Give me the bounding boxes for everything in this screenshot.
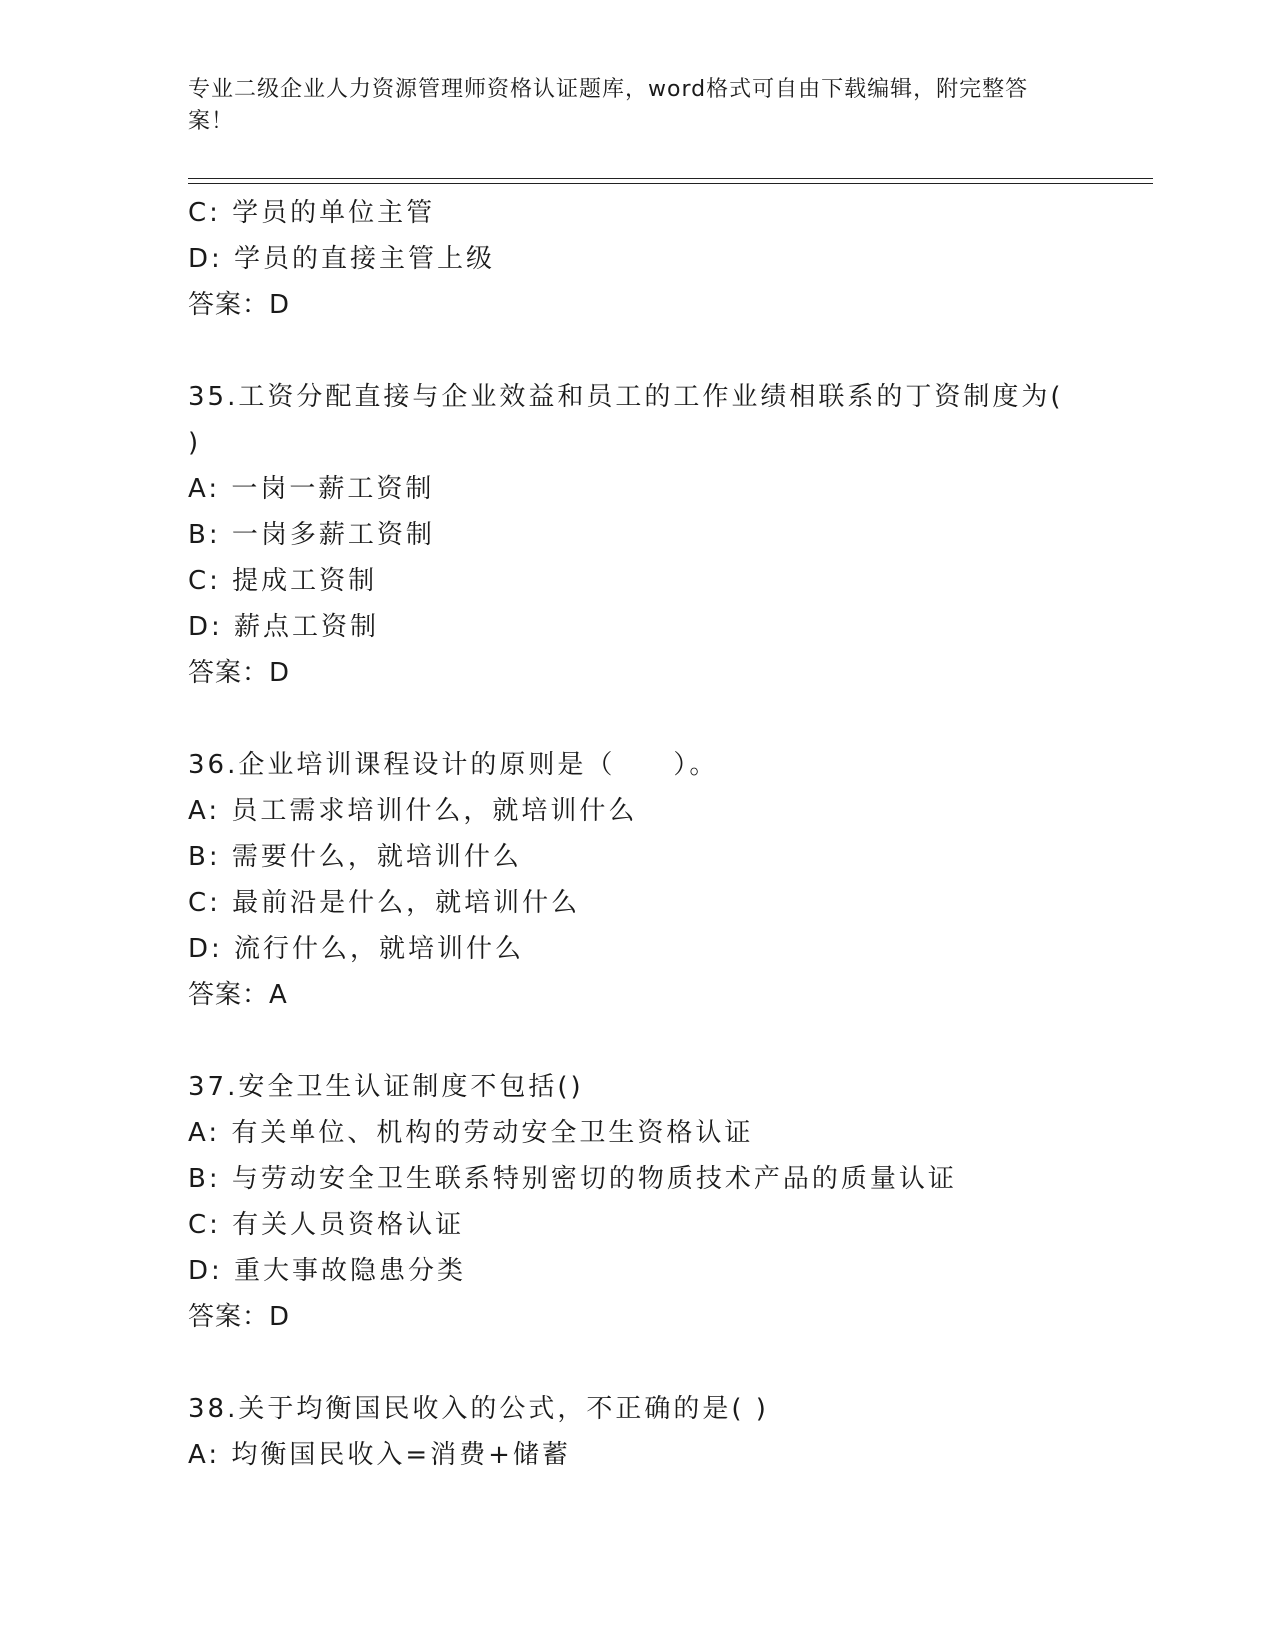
option-c: C: 提成工资制 [188, 566, 378, 596]
option-d: D: 薪点工资制 [188, 612, 380, 642]
option-c: C: 有关人员资格认证 [188, 1210, 465, 1240]
question-list [188, 190, 1088, 1478]
question-stem-continued: ) [188, 428, 202, 458]
option-a: A: 有关单位、机构的劳动安全卫生资格认证 [188, 1118, 754, 1148]
question-stem: 35.工资分配直接与企业效益和员工的工作业绩相联系的丁资制度为( [188, 382, 1064, 412]
question-stem: 37.安全卫生认证制度不包括() [188, 1072, 584, 1102]
document-header-text: 专业二级企业人力资源管理师资格认证题库，word格式可自由下载编辑，附完整答案！ [188, 77, 1029, 134]
option-c: C: 学员的单位主管 [188, 198, 436, 228]
question-stem: 36.企业培训课程设计的原则是（ ）。 [188, 750, 719, 780]
header-divider-top [188, 178, 1153, 179]
option-c: C: 最前沿是什么，就培训什么 [188, 888, 581, 918]
answer-line: 答案：A [188, 980, 288, 1010]
option-a: A: 一岗一薪工资制 [188, 474, 435, 504]
option-d: D: 学员的直接主管上级 [188, 244, 496, 274]
option-a: A: 均衡国民收入=消费+储蓄 [188, 1440, 571, 1470]
option-d: D: 流行什么，就培训什么 [188, 934, 525, 964]
option-b: B: 需要什么，就培训什么 [188, 842, 522, 872]
option-d: D: 重大事故隐患分类 [188, 1256, 467, 1286]
answer-line: 答案：D [188, 658, 291, 688]
answer-line: 答案：D [188, 290, 291, 320]
answer-line: 答案：D [188, 1302, 291, 1332]
option-b: B: 与劳动安全卫生联系特别密切的物质技术产品的质量认证 [188, 1164, 957, 1194]
option-b: B: 一岗多薪工资制 [188, 520, 435, 550]
header-divider-bottom [188, 183, 1153, 184]
question-stem: 38.关于均衡国民收入的公式，不正确的是( ) [188, 1394, 769, 1424]
option-a: A: 员工需求培训什么，就培训什么 [188, 796, 638, 826]
